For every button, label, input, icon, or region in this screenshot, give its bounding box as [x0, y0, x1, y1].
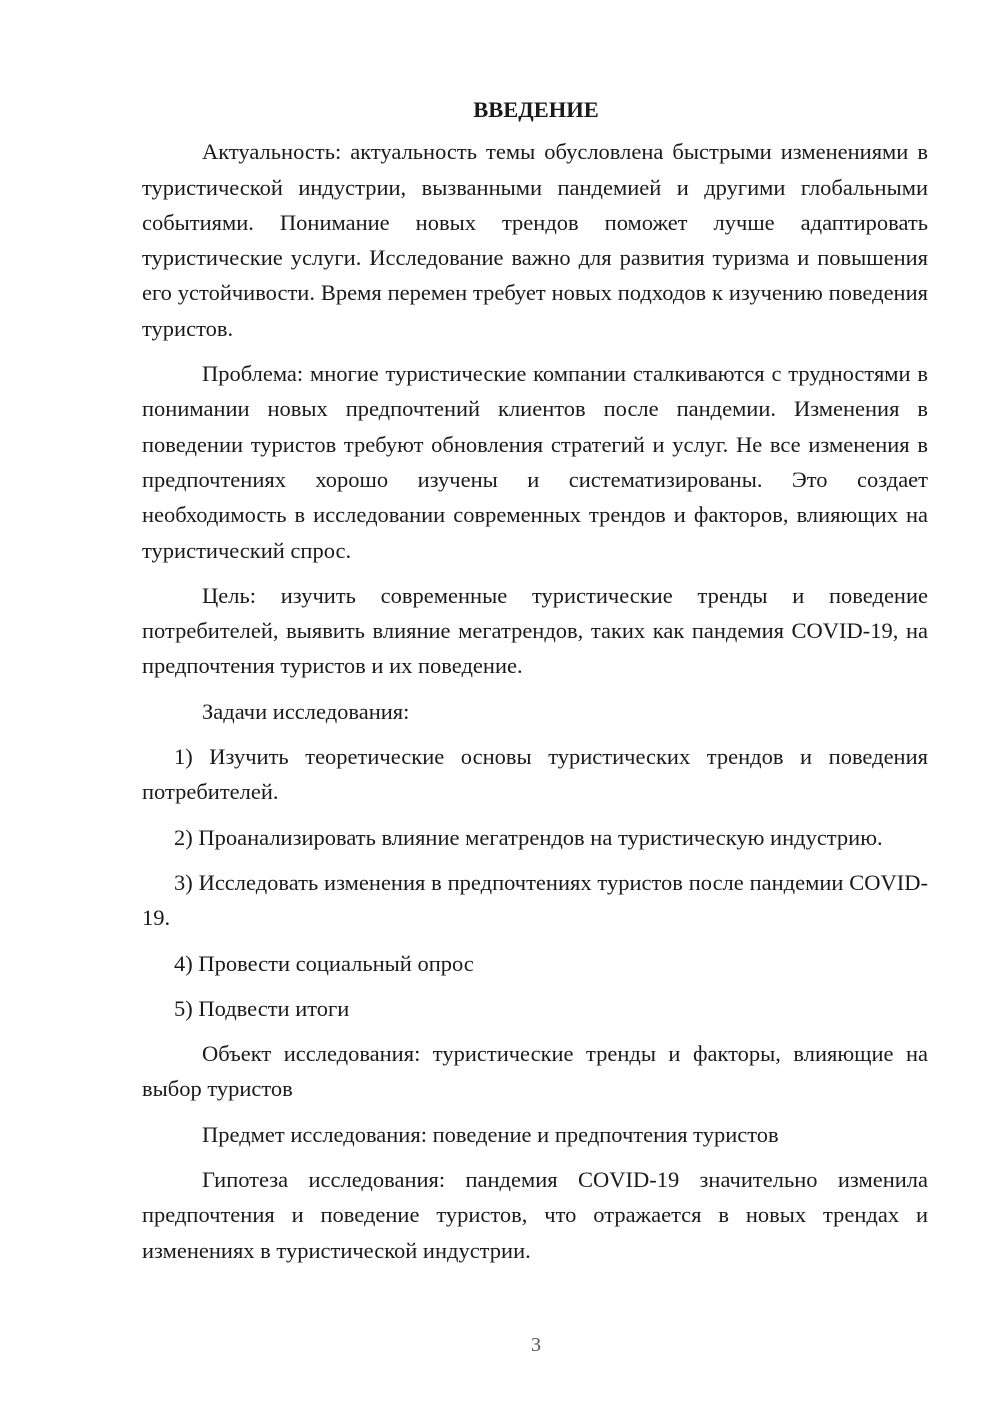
- paragraph-subject: Предмет исследования: поведение и предпочтения туристов: [202, 1121, 779, 1147]
- task-item-4: 4) Провести социальный опрос: [174, 950, 474, 976]
- tasks-heading: Задачи исследования:: [202, 698, 410, 724]
- paragraph-relevance: Актуальность: актуальность темы обусловлена быстрыми изменениями в туристической индустрии, вызванными пандемией и другими глобальными событиями. Понимание новых трендов поможет лучше адаптировать туристические услуги. Исследование важно для развития туризма и повышения его устойчивости. Время перемен требует новых подходов к изучению поведения туристов.: [142, 139, 928, 341]
- task-item-3: 3) Исследовать изменения в предпочтениях туристов после пандемии COVID-19.: [142, 869, 928, 931]
- page-title: ВВЕДЕНИЕ: [473, 97, 599, 122]
- task-item-1: 1) Изучить теоретические основы туристических трендов и поведения потребителей.: [142, 744, 928, 805]
- paragraph-problem: Проблема: многие туристические компании сталкиваются с трудностями в понимании новых предпочтений клиентов после пандемии. Изменения в поведении туристов требуют обновления стратегий и услуг. Не все изменения в предпочтениях хорошо изучены и систематизированы. Это создает необходимость в исследовании современных трендов и факторов, влияющих на туристический спрос.: [142, 361, 928, 563]
- task-item-2: 2) Проанализировать влияние мегатрендов на туристическую индустрию.: [174, 824, 883, 850]
- paragraph-goal: Цель: изучить современные туристические тренды и поведение потребителей, выявить влияние мегатрендов, таких как пандемия COVID-19, на предпочтения туристов и их поведение.: [142, 582, 928, 679]
- document-page: [142, 92, 928, 1278]
- task-item-5: 5) Подвести итоги: [174, 995, 350, 1021]
- page-number: 3: [531, 1334, 541, 1356]
- paragraph-object: Объект исследования: туристические тренды и факторы, влияющие на выбор туристов: [142, 1041, 928, 1102]
- paragraph-hypothesis: Гипотеза исследования: пандемия COVID-19 значительно изменила предпочтения и поведение туристов, что отражается в новых трендах и изменениях в туристической индустрии.: [142, 1167, 928, 1263]
